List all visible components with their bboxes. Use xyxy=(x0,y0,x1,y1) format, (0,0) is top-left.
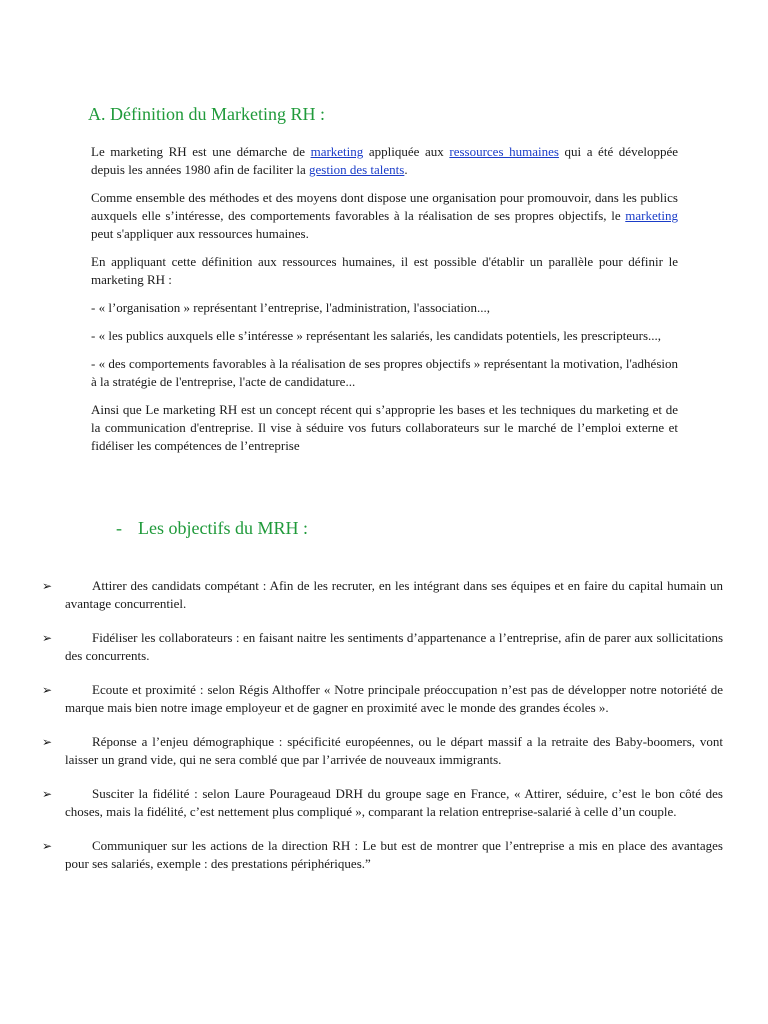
objectives-list xyxy=(42,577,723,889)
paragraph-methods: Comme ensemble des méthodes et des moyens dont dispose une organisation pour promouvoir, dans les publics auxquels elle s’intéresse, des comportements favorables à la réalisation de ses propres objectifs, le marketing peut s'appliquer aux ressources humaines. xyxy=(91,190,678,241)
paragraph-organisation: - « l’organisation » représentant l’entreprise, l'administration, l'association..., xyxy=(91,300,491,315)
arrow-bullet-icon: ➢ xyxy=(42,631,53,645)
gestion-des-talents-link[interactable]: gestion des talents xyxy=(309,162,405,177)
paragraph-comportements: - « des comportements favorables à la réalisation de ses propres objectifs » représentant la motivation, l'adhésion à la stratégie de l'entreprise, l'acte de candidature... xyxy=(91,356,678,389)
paragraph-publics: - « les publics auxquels elle s’intéresse » représentant les salariés, les candidats potentiels, les prescripteurs..., xyxy=(91,328,662,343)
arrow-bullet-icon: ➢ xyxy=(42,683,53,697)
paragraph-intro: Le marketing RH est une démarche de marketing appliquée aux ressources humaines qui a été développée depuis les années 1980 afin de faciliter la gestion des talents. xyxy=(91,144,678,177)
section-heading-definition: A. Définition du Marketing RH : xyxy=(88,104,325,124)
marketing-link-2[interactable]: marketing xyxy=(625,208,678,223)
arrow-bullet-icon: ➢ xyxy=(42,787,53,801)
paragraph-conclusion: Ainsi que Le marketing RH est un concept récent qui s’approprie les bases et les techniques du marketing et de la communication d'entreprise. Il vise à séduire vos futurs collaborateurs sur le marché de l’emploi externe et fidéliser les compétences de l’entreprise xyxy=(91,402,678,453)
list-item: ➢ Susciter la fidélité : selon Laure Pourageaud DRH du groupe sage en France, « Attirer, séduire, c’est le bon côté des choses, mais la fidélité, c’est nettement plus compliqué », comparant la relation entreprise-salarié à celle d’un couple. xyxy=(42,786,723,819)
arrow-bullet-icon: ➢ xyxy=(42,579,53,593)
ressources-humaines-link[interactable]: ressources humaines xyxy=(449,144,559,159)
arrow-bullet-icon: ➢ xyxy=(42,839,53,853)
section-heading-objectives xyxy=(116,518,308,539)
list-item: ➢ Communiquer sur les actions de la direction RH : Le but est de montrer que l’entreprise a mis en place des avantages pour ses salariés, exemple : des prestations périphériques.” xyxy=(42,838,723,871)
arrow-bullet-icon: ➢ xyxy=(42,735,53,749)
definition-body xyxy=(91,143,678,465)
list-item: ➢ Attirer des candidats compétant : Afin de les recruter, en les intégrant dans ses équipes et en faire du capital humain un avantage concurrentiel. xyxy=(42,578,723,611)
list-item: ➢ Fidéliser les collaborateurs : en faisant naitre les sentiments d’appartenance a l’entreprise, afin de parer aux sollicitations des concurrents. xyxy=(42,630,723,663)
list-item: ➢ Ecoute et proximité : selon Régis Althoffer « Notre principale préoccupation n’est pas de développer notre notoriété de marque mais bien notre image employeur et de gagner en proximité avec le monde des grandes écoles ». xyxy=(42,682,723,715)
objectives-title: Les objectifs du MRH : xyxy=(138,518,308,538)
list-item: ➢ Réponse a l’enjeu démographique : spécificité européennes, ou le départ massif a la retraite des Baby-boomers, vont laisser un grand vide, qui ne sera comblé que par l’arrivée de nouveaux immigrants. xyxy=(42,734,723,767)
dash-marker: - xyxy=(116,518,122,538)
marketing-link[interactable]: marketing xyxy=(310,144,364,159)
paragraph-parallel: En appliquant cette définition aux ressources humaines, il est possible d'établir un parallèle pour définir le marketing RH : xyxy=(91,254,678,287)
